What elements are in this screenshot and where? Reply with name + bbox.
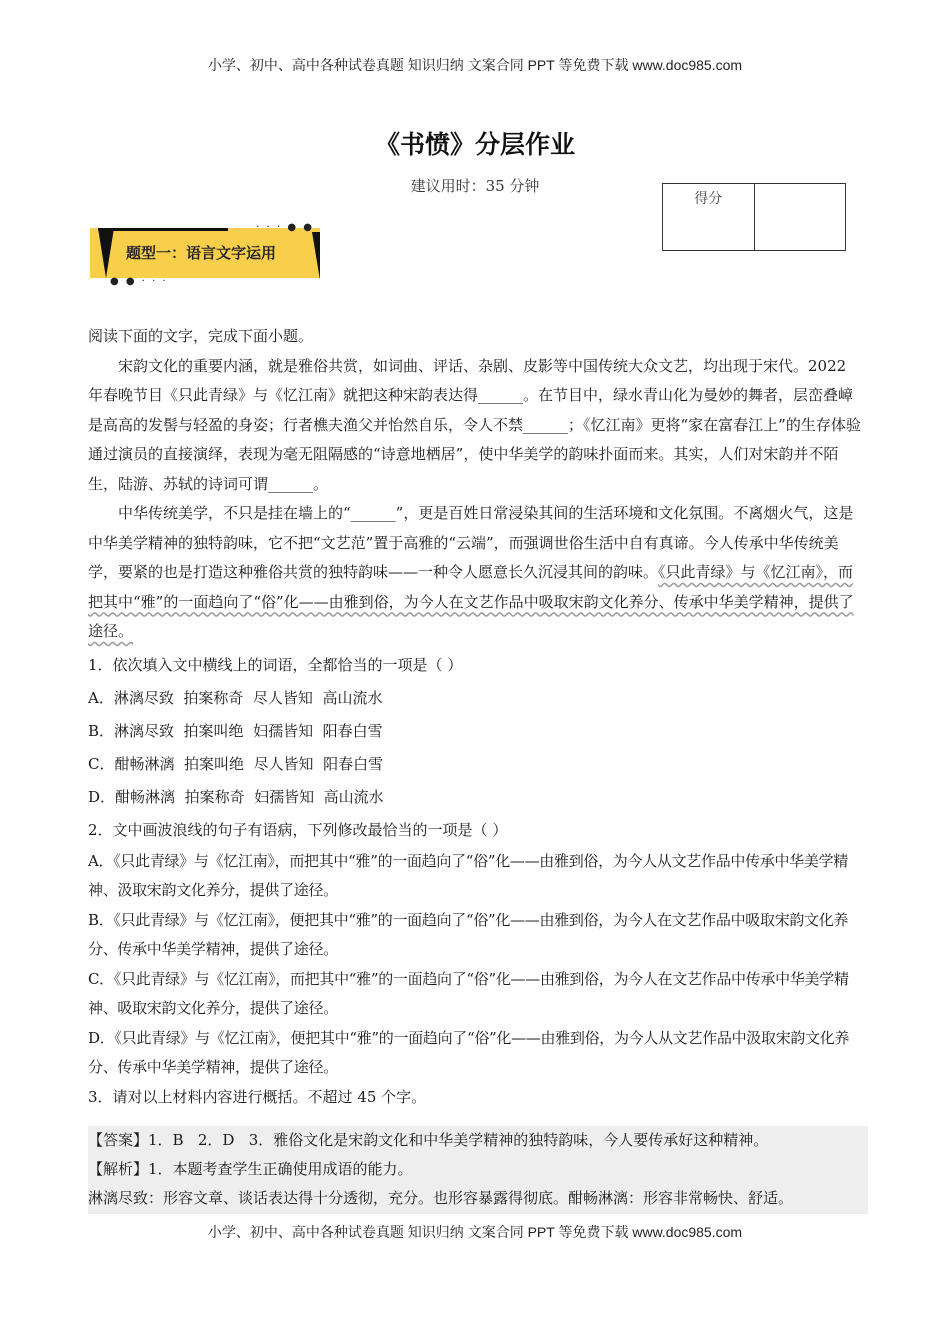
question-3	[88, 1083, 863, 1113]
question-1-stem: 1．依次填入文中横线上的词语，全都恰当的一项是（ ）	[88, 655, 463, 674]
analysis-line: 【解析】1．本题考查学生正确使用成语的能力。	[88, 1160, 413, 1178]
answer-section	[88, 1126, 868, 1214]
question-1-option-b[interactable]: B．淋漓尽致 拍案叫绝 妇孺皆知 阳春白雪	[88, 721, 383, 740]
question-2-stem: 2．文中画波浪线的句子有语病，下列修改最恰当的一项是（ ）	[88, 820, 508, 839]
analysis-detail: 淋漓尽致：形容文章、谈话表达得十分透彻，充分。也形容暴露得彻底。酣畅淋漓：形容非常畅快、舒适。	[88, 1189, 794, 1207]
decorative-line	[98, 228, 228, 231]
score-box	[662, 183, 846, 251]
question-3-stem: 3．请对以上材料内容进行概括。不超过 45 个字。	[88, 1087, 427, 1106]
question-2-option-a[interactable]: A．《只此青绿》与《忆江南》，而把其中“雅”的一面趋向了“俗”化——由雅到俗，为今人从文艺作品中传承中华美学精神、汲取宋韵文化养分，提供了途径。	[88, 851, 849, 899]
question-2	[88, 814, 863, 1083]
question-1-option-d[interactable]: D．酣畅淋漓 拍案称奇 妇孺皆知 高山流水	[88, 787, 384, 806]
header-banner: 小学、初中、高中各种试卷真题 知识归纳 文案合同 PPT 等免费下载 www.doc985.com	[207, 57, 743, 73]
question-1	[88, 649, 863, 814]
passage-paragraph-2-text: 中华传统美学，不只是挂在墙上的“______”，更是百姓日常浸染其间的生活环境和文化氛围。不离烟火气，这是中华美学精神的独特韵味，它不把“文艺范”置于高雅的“云端”，而强调世俗生活中自有真谛。今人传承中华传统美学，要紧的也是打造这种雅俗共赏的独特韵味——一种令人愿意长久沉浸其间的韵味。	[88, 504, 854, 581]
footer-banner: 小学、初中、高中各种试卷真题 知识归纳 文案合同 PPT 等免费下载 www.doc985.com	[207, 1224, 743, 1240]
passage-paragraph-1: 宋韵文化的重要内涵，就是雅俗共赏，如词曲、评话、杂剧、皮影等中国传统大众文艺，均出现于宋代。2022 年春晚节目《只此青绿》与《忆江南》就把这种宋韵表达得______。在节目中，绿水青山化为曼妙的舞者，层峦叠嶂是高高的发髻与轻盈的身姿；行者樵夫渔父并怡然自乐，令人不禁______；《忆江南》更将“家在富春江上”的生存体验通过演员的直接演绎，表现为毫无阻隔感的“诗意地栖居”，使中华美学的韵味扑面而来。其实，人们对宋韵并不陌生，陆游、苏轼的诗词可谓______。	[88, 356, 861, 493]
decorative-wedge-right	[312, 232, 320, 280]
page-title: 《书愤》分层作业	[374, 130, 575, 159]
score-value[interactable]	[755, 184, 846, 250]
question-1-option-a[interactable]: A．淋漓尽致 拍案称奇 尽人皆知 高山流水	[88, 688, 383, 707]
document-body	[88, 322, 863, 1112]
question-1-option-c[interactable]: C．酣畅淋漓 拍案叫绝 尽人皆知 阳春白雪	[88, 754, 384, 773]
answer-line: 【答案】1．B 2．D 3．雅俗文化是宋韵文化和中华美学精神的独特韵味，今人要传承好这种精神。	[88, 1131, 769, 1149]
decorative-dots-bottom: ● ● · · ·	[110, 276, 168, 287]
question-2-option-b[interactable]: B．《只此青绿》与《忆江南》，便把其中“雅”的一面趋向了“俗”化——由雅到俗，为今人在文艺作品中吸取宋韵文化养分、传承中华美学精神，提供了途径。	[88, 910, 849, 958]
section-title: 题型一：语言文字运用	[126, 244, 277, 262]
decorative-wedge-left	[98, 228, 114, 278]
score-label: 得分	[663, 184, 755, 250]
wavy-underlined-sentence: 《只此青绿》与《忆江南》，而把其中“雅”的一面趋向了“俗”化——由雅到俗，为今人在文艺作品中吸取宋韵文化养分、传承中华美学精神，提供了途径。	[88, 563, 854, 640]
question-2-option-c[interactable]: C．《只此青绿》与《忆江南》，而把其中“雅”的一面趋向了“俗”化——由雅到俗，为今人在文艺作品中传承中华美学精神、吸取宋韵文化养分，提供了途径。	[88, 969, 849, 1017]
decorative-dots-top: · · · ● ●	[256, 222, 314, 233]
question-2-option-d[interactable]: D．《只此青绿》与《忆江南》，便把其中“雅”的一面趋向了“俗”化——由雅到俗，为今人从文艺作品中汲取宋韵文化养分、传承中华美学精神，提供了途径。	[88, 1028, 850, 1076]
suggested-time: 建议用时：35 分钟	[410, 177, 540, 195]
section-tag	[90, 222, 320, 287]
intro-text: 阅读下面的文字，完成下面小题。	[88, 327, 314, 345]
passage-paragraph-2	[88, 499, 863, 647]
